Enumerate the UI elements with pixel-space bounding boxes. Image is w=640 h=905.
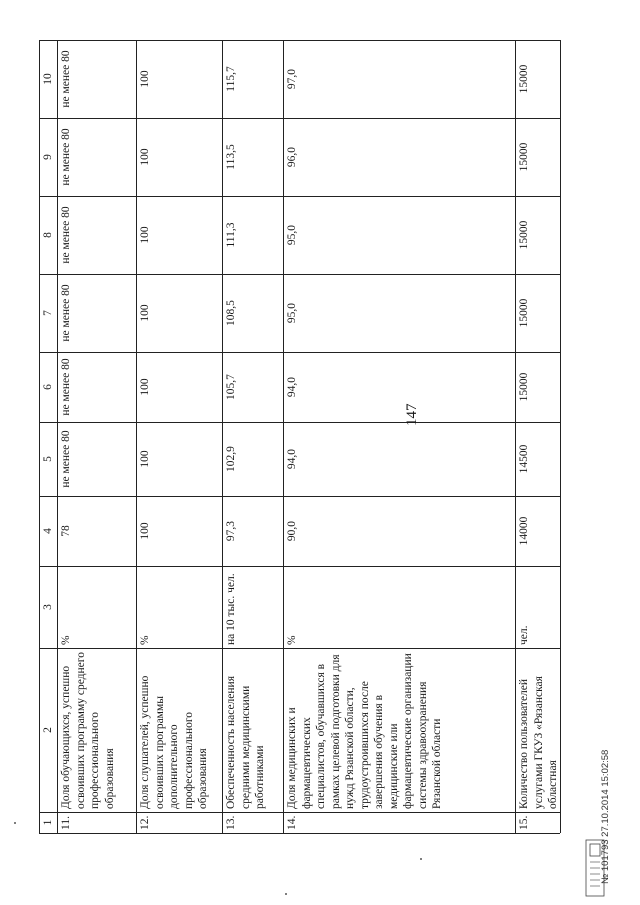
indicator-value: 94,0 — [286, 448, 298, 470]
indicator-value: 15000 — [518, 298, 530, 328]
table-column-line — [39, 566, 560, 567]
indicator-value: 100 — [139, 70, 151, 88]
indicator-value: не менее 80 — [60, 128, 72, 186]
indicator-value: 94,0 — [286, 376, 298, 398]
table-column-line — [39, 352, 560, 353]
column-header-number: 5 — [42, 456, 54, 462]
indicator-value: 15000 — [518, 372, 530, 402]
indicator-value: не менее 80 — [60, 50, 72, 108]
unit-of-measure: % — [139, 635, 151, 645]
table-row-line — [39, 40, 40, 833]
column-header-number: 9 — [42, 154, 54, 160]
indicator-value: не менее 80 — [60, 430, 72, 488]
row-number: 14. — [286, 815, 298, 830]
indicator-value: 97,3 — [225, 520, 237, 542]
indicator-value: не менее 80 — [60, 358, 72, 416]
table-column-line — [39, 118, 560, 119]
indicator-value: 100 — [139, 226, 151, 244]
column-header-number: 2 — [42, 727, 54, 733]
column-header-number: 1 — [42, 819, 54, 826]
indicator-value: 15000 — [518, 142, 530, 172]
table-column-line — [39, 422, 560, 423]
indicator-value: 115,7 — [225, 66, 237, 92]
indicator-value: 100 — [139, 378, 151, 396]
table-row-line — [560, 40, 561, 833]
indicator-name: Доля медицинских и фармацевтических специалистов, обучавшихся в рамках целевой подготовки для нужд Рязанской области, трудоустроившихся после завершения обучения в медицинские или фармацевтические организации системы здравоохранения Рязанской области — [286, 653, 443, 809]
indicator-value: 97,0 — [286, 68, 298, 90]
page-number: 147 — [404, 403, 420, 426]
indicator-name: Обеспеченность населения средними медицинскими работниками — [225, 675, 266, 809]
table-column-line — [39, 40, 560, 41]
row-number: 13. — [225, 815, 237, 830]
table-column-line — [39, 496, 560, 497]
indicator-value: 100 — [139, 522, 151, 540]
table-row-line — [57, 40, 58, 833]
indicator-value: 14500 — [518, 444, 530, 474]
indicator-value: 14000 — [518, 516, 530, 546]
unit-of-measure: % — [60, 635, 72, 645]
indicator-value: 15000 — [518, 64, 530, 94]
row-number: 12. — [139, 815, 151, 830]
unit-of-measure: на 10 тыс. чел. — [225, 573, 237, 645]
table-row-line — [283, 40, 284, 833]
column-header-number: 10 — [42, 73, 54, 85]
indicator-value: 108,5 — [225, 300, 237, 326]
document-registration-stamp: № 101793 27.10.2014 15:02:58 — [600, 749, 611, 884]
table-row-line — [136, 40, 137, 833]
column-header-number: 4 — [42, 528, 54, 534]
unit-of-measure: % — [286, 635, 298, 645]
indicator-value: 95,0 — [286, 224, 298, 246]
indicator-value: 78 — [60, 525, 72, 537]
column-header-number: 8 — [42, 232, 54, 238]
indicator-value: 90,0 — [286, 520, 298, 542]
table-column-line — [39, 196, 560, 197]
unit-of-measure: чел. — [518, 625, 530, 645]
indicator-value: 100 — [139, 450, 151, 468]
indicator-value: 95,0 — [286, 302, 298, 324]
column-header-number: 3 — [42, 604, 54, 610]
indicator-value: 102,9 — [225, 446, 237, 472]
row-number: 11. — [60, 816, 72, 830]
indicator-value: 113,5 — [225, 144, 237, 170]
indicator-value: 100 — [139, 148, 151, 166]
table-column-line — [39, 833, 560, 834]
indicator-value: 100 — [139, 304, 151, 322]
table-column-line — [39, 648, 560, 649]
row-number: 15. — [518, 815, 530, 830]
table-row-line — [515, 40, 516, 833]
indicator-name: Количество пользователей услугами ГКУЗ «Рязанская областная — [518, 676, 559, 809]
indicator-value: 105,7 — [225, 374, 237, 400]
indicator-name: Доля обучающихся, успешно освоивших программу среднего профессионального образования — [60, 652, 116, 809]
indicator-name: Доля слушателей, успешно освоивших программы дополнительного профессионального образования — [139, 675, 209, 809]
column-header-number: 6 — [42, 384, 54, 390]
indicator-value: не менее 80 — [60, 284, 72, 342]
table-row-line — [222, 40, 223, 833]
indicator-value: 96,0 — [286, 146, 298, 168]
indicator-value: 111,3 — [225, 222, 237, 248]
table-column-line — [39, 274, 560, 275]
indicator-value: 15000 — [518, 220, 530, 250]
indicator-value: не менее 80 — [60, 206, 72, 264]
column-header-number: 7 — [42, 310, 54, 316]
table-column-line — [39, 812, 560, 813]
